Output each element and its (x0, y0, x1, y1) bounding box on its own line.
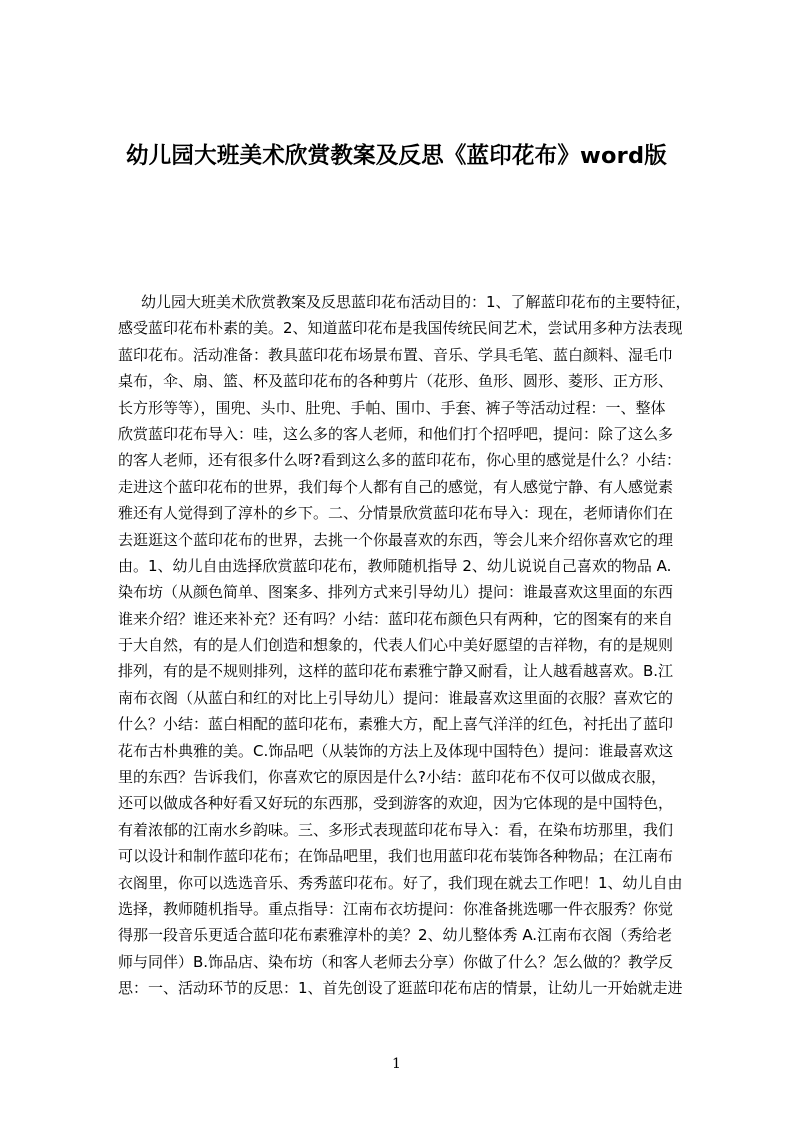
text-line: 雅还有人觉得到了淳朴的乡下。二、分情景欣赏蓝印花布导入：现在，老师请你们在 (118, 504, 674, 523)
text-line: 南布衣阁（从蓝白和红的对比上引导幼儿）提问：谁最喜欢这里面的衣服？喜欢它的 (118, 688, 674, 707)
text-line: 由。1、幼儿自由选择欣赏蓝印花布，教师随机指导 2、幼儿说说自己喜欢的物品 A. (118, 556, 672, 575)
body-text (118, 289, 703, 1002)
text-line: 去逛逛这个蓝印花布的世界，去挑一个你最喜欢的东西，等会儿来介绍你喜欢它的理 (118, 530, 674, 549)
text-line: 得那一段音乐更适合蓝印花布素雅淳朴的美？2、幼儿整体秀 A.江南布衣阁（秀给老 (118, 926, 673, 945)
text-line: 欣赏蓝印花布导入：哇，这么多的客人老师，和他们打个招呼吧，提问：除了这么多 (118, 424, 674, 443)
text-line: 还可以做成各种好看又好玩的东西那，受到游客的欢迎，因为它体现的是中国特色， (118, 794, 674, 813)
text-line: 什么？小结：蓝白相配的蓝印花布，素雅大方，配上喜气洋洋的红色，衬托出了蓝印 (118, 715, 674, 734)
text-line: 谁来介绍？谁还来补充？还有吗？小结：蓝印花布颜色只有两种，它的图案有的来自 (118, 609, 674, 628)
text-line: 走进这个蓝印花布的世界，我们每个人都有自己的感觉，有人感觉宁静、有人感觉素 (118, 477, 674, 496)
text-line: 染布坊（从颜色简单、图案多、排列方式来引导幼儿）提问：谁最喜欢这里面的东西 (118, 583, 674, 602)
text-line: 选择，教师随机指导。重点指导：江南布衣坊提问：你准备挑选哪一件衣服秀？你觉 (118, 899, 674, 918)
text-line: 的客人老师，还有很多什么呀?看到这么多的蓝印花布，你心里的感觉是什么？小结： (118, 451, 681, 470)
text-line: 衣阁里，你可以选选音乐、秀秀蓝印花布。好了，我们现在就去工作吧！1、幼儿自由 (118, 873, 683, 892)
text-line: 长方形等等），围兜、头巾、肚兜、手帕、围巾、手套、裤子等活动过程：一、整体 (118, 398, 666, 417)
page-number: 1 (392, 1056, 401, 1072)
text-line: 里的东西？告诉我们，你喜欢它的原因是什么?小结：蓝印花布不仅可以做成衣服， (118, 768, 666, 787)
text-line: 感受蓝印花布朴素的美。2、知道蓝印花布是我国传统民间艺术，尝试用多种方法表现 (118, 319, 683, 338)
text-line: 于大自然，有的是人们创造和想象的，代表人们心中美好愿望的吉祥物，有的是规则 (118, 636, 674, 655)
text-line: 排列，有的是不规则排列，这样的蓝印花布素雅宁静又耐看，让人越看越喜欢。B.江 (118, 662, 674, 681)
text-line: 可以设计和制作蓝印花布；在饰品吧里，我们也用蓝印花布装饰各种物品；在江南布 (118, 847, 674, 866)
text-line: 师与同伴）B.饰品店、染布坊（和客人老师去分享）你做了什么？怎么做的？教学反 (118, 952, 674, 971)
text-line: 幼儿园大班美术欣赏教案及反思蓝印花布活动目的：1、了解蓝印花布的主要特征， (141, 293, 691, 311)
document-title: 幼儿园大班美术欣赏教案及反思《蓝印花布》word版 (126, 143, 667, 169)
text-line: 花布古朴典雅的美。C.饰品吧（从装饰的方法上及体现中国特色）提问：谁最喜欢这 (118, 741, 674, 760)
text-line: 桌布，伞、扇、篮、杯及蓝印花布的各种剪片（花形、鱼形、圆形、菱形、正方形、 (118, 372, 674, 391)
text-line: 蓝印花布。活动准备：教具蓝印花布场景布置、音乐、学具毛笔、蓝白颜料、湿毛巾 (118, 345, 674, 364)
text-line: 思：一、活动环节的反思：1、首先创设了逛蓝印花布店的情景，让幼儿一开始就走进 (118, 979, 683, 998)
text-line: 有着浓郁的江南水乡韵味。三、多形式表现蓝印花布导入：看，在染布坊那里，我们 (118, 820, 674, 839)
